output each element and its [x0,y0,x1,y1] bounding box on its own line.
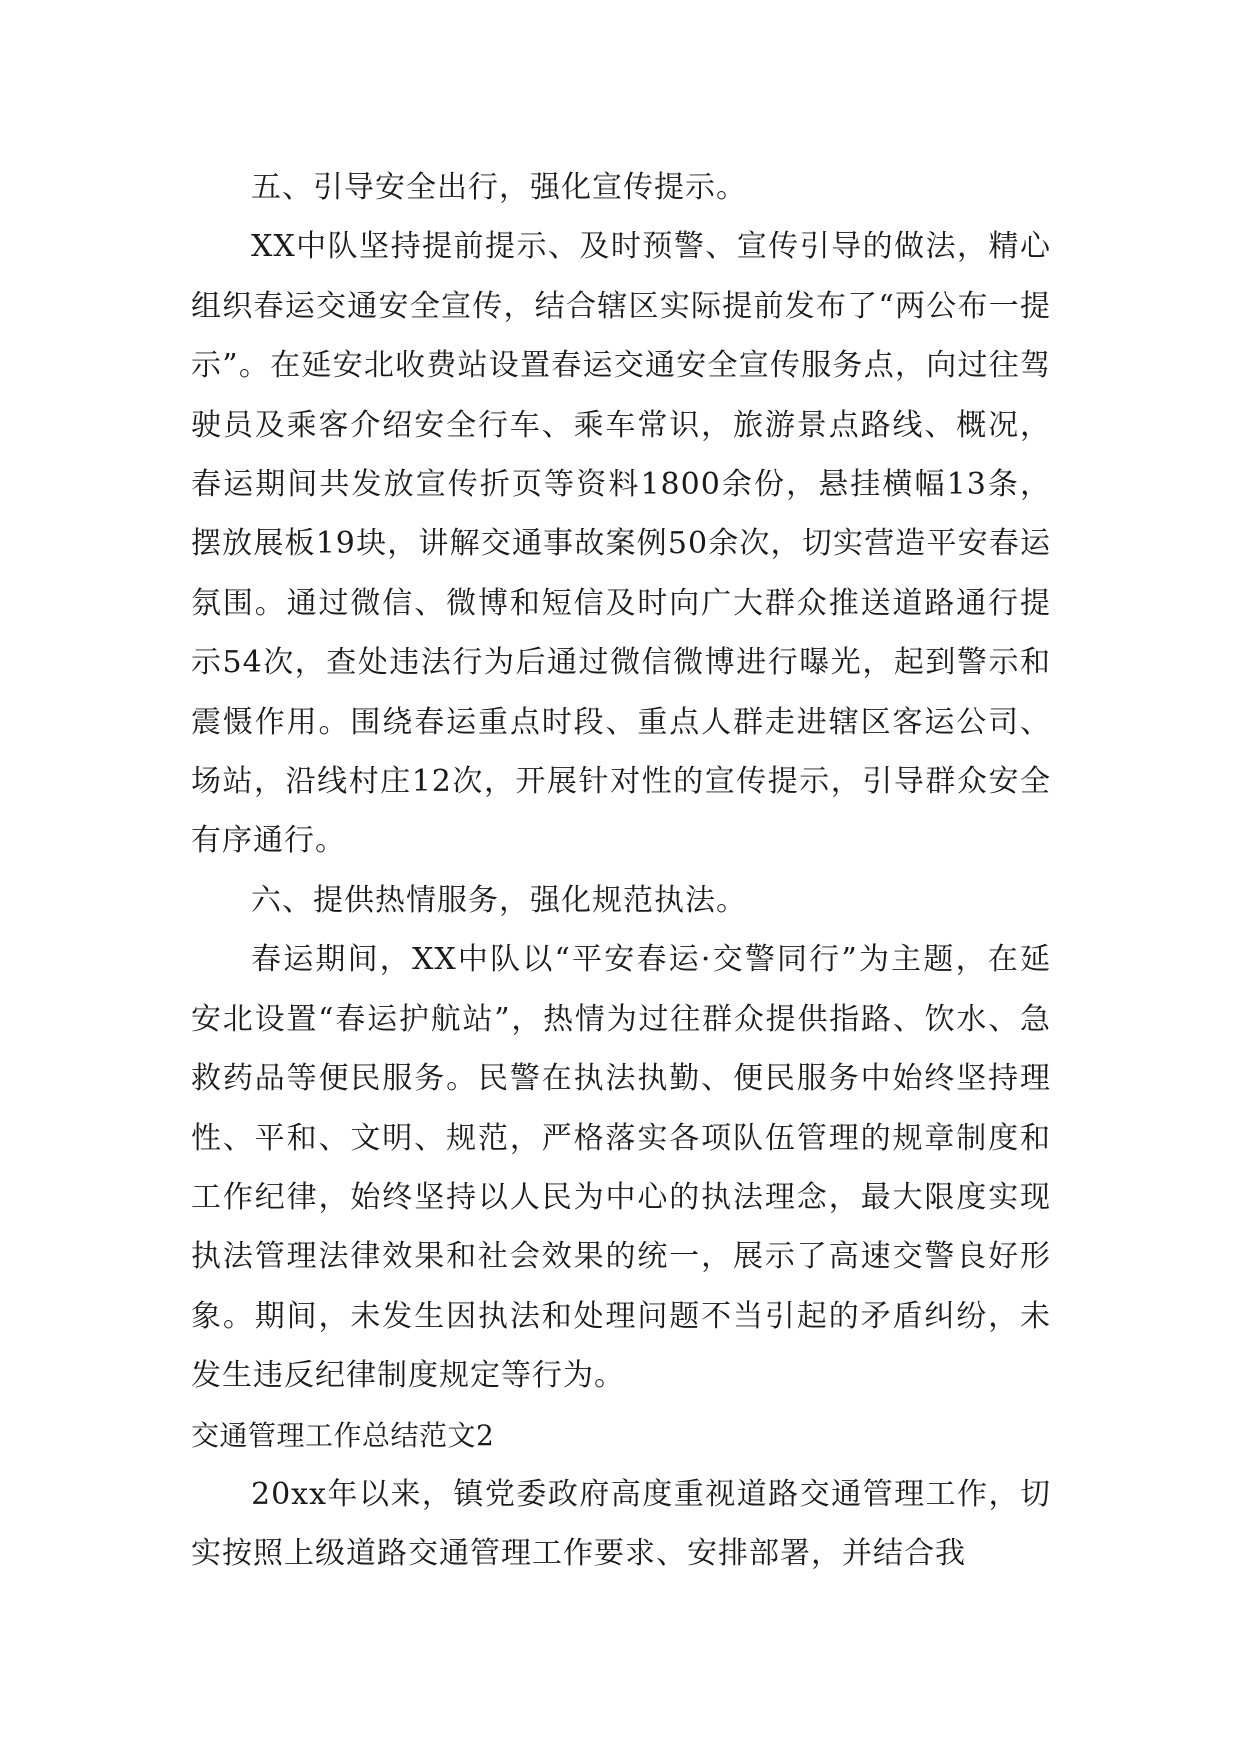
paragraph-publicity: XX中队坚持提前提示、及时预警、宣传引导的做法，精心组织春运交通安全宣传，结合辖区实际提前发布了“两公布一提示”。在延安北收费站设置春运交通安全宣传服务点，向过往驾驶员及乘客介绍安全行车、乘车常识，旅游景点路线、概况，春运期间共发放宣传折页等资料1800余份，悬挂横幅13条，摆放展板19块，讲解交通事故案例50余次，切实营造平安春运氛围。通过微信、微博和短信及时向广大群众推送道路通行提示54次，查处违法行为后通过微信微博进行曝光，起到警示和震慑作用。围绕春运重点时段、重点人群走进辖区客运公司、场站，沿线村庄12次，开展针对性的宣传提示，引导群众安全有序通行。 [191,229,1051,859]
paragraph-intro: 20xx年以来，镇党委政府高度重视道路交通管理工作，切实按照上级道路交通管理工作要求、安排部署，并结合我 [191,1476,1051,1572]
section-heading-six: 六、提供热情服务，强化规范执法。 [251,882,747,918]
document-title-2: 交通管理工作总结范文2 [191,1418,495,1452]
document-body [191,158,1051,1584]
section-heading-five: 五、引导安全出行，强化宣传提示。 [251,170,747,205]
paragraph-service: 春运期间，XX中队以“平安春运·交警同行”为主题，在延安北设置“春运护航站”，热情为过往群众提供指路、饮水、急救药品等便民服务。民警在执法执勤、便民服务中始终坚持理性、平和、文明、规范，严格落实各项队伍管理的规章制度和工作纪律，始终坚持以人民为中心的执法理念，最大限度实现执法管理法律效果和社会效果的统一，展示了高速交警良好形象。期间，未发生因执法和处理问题不当引起的矛盾纠纷，未发生违反纪律制度规定等行为。 [191,942,1051,1394]
